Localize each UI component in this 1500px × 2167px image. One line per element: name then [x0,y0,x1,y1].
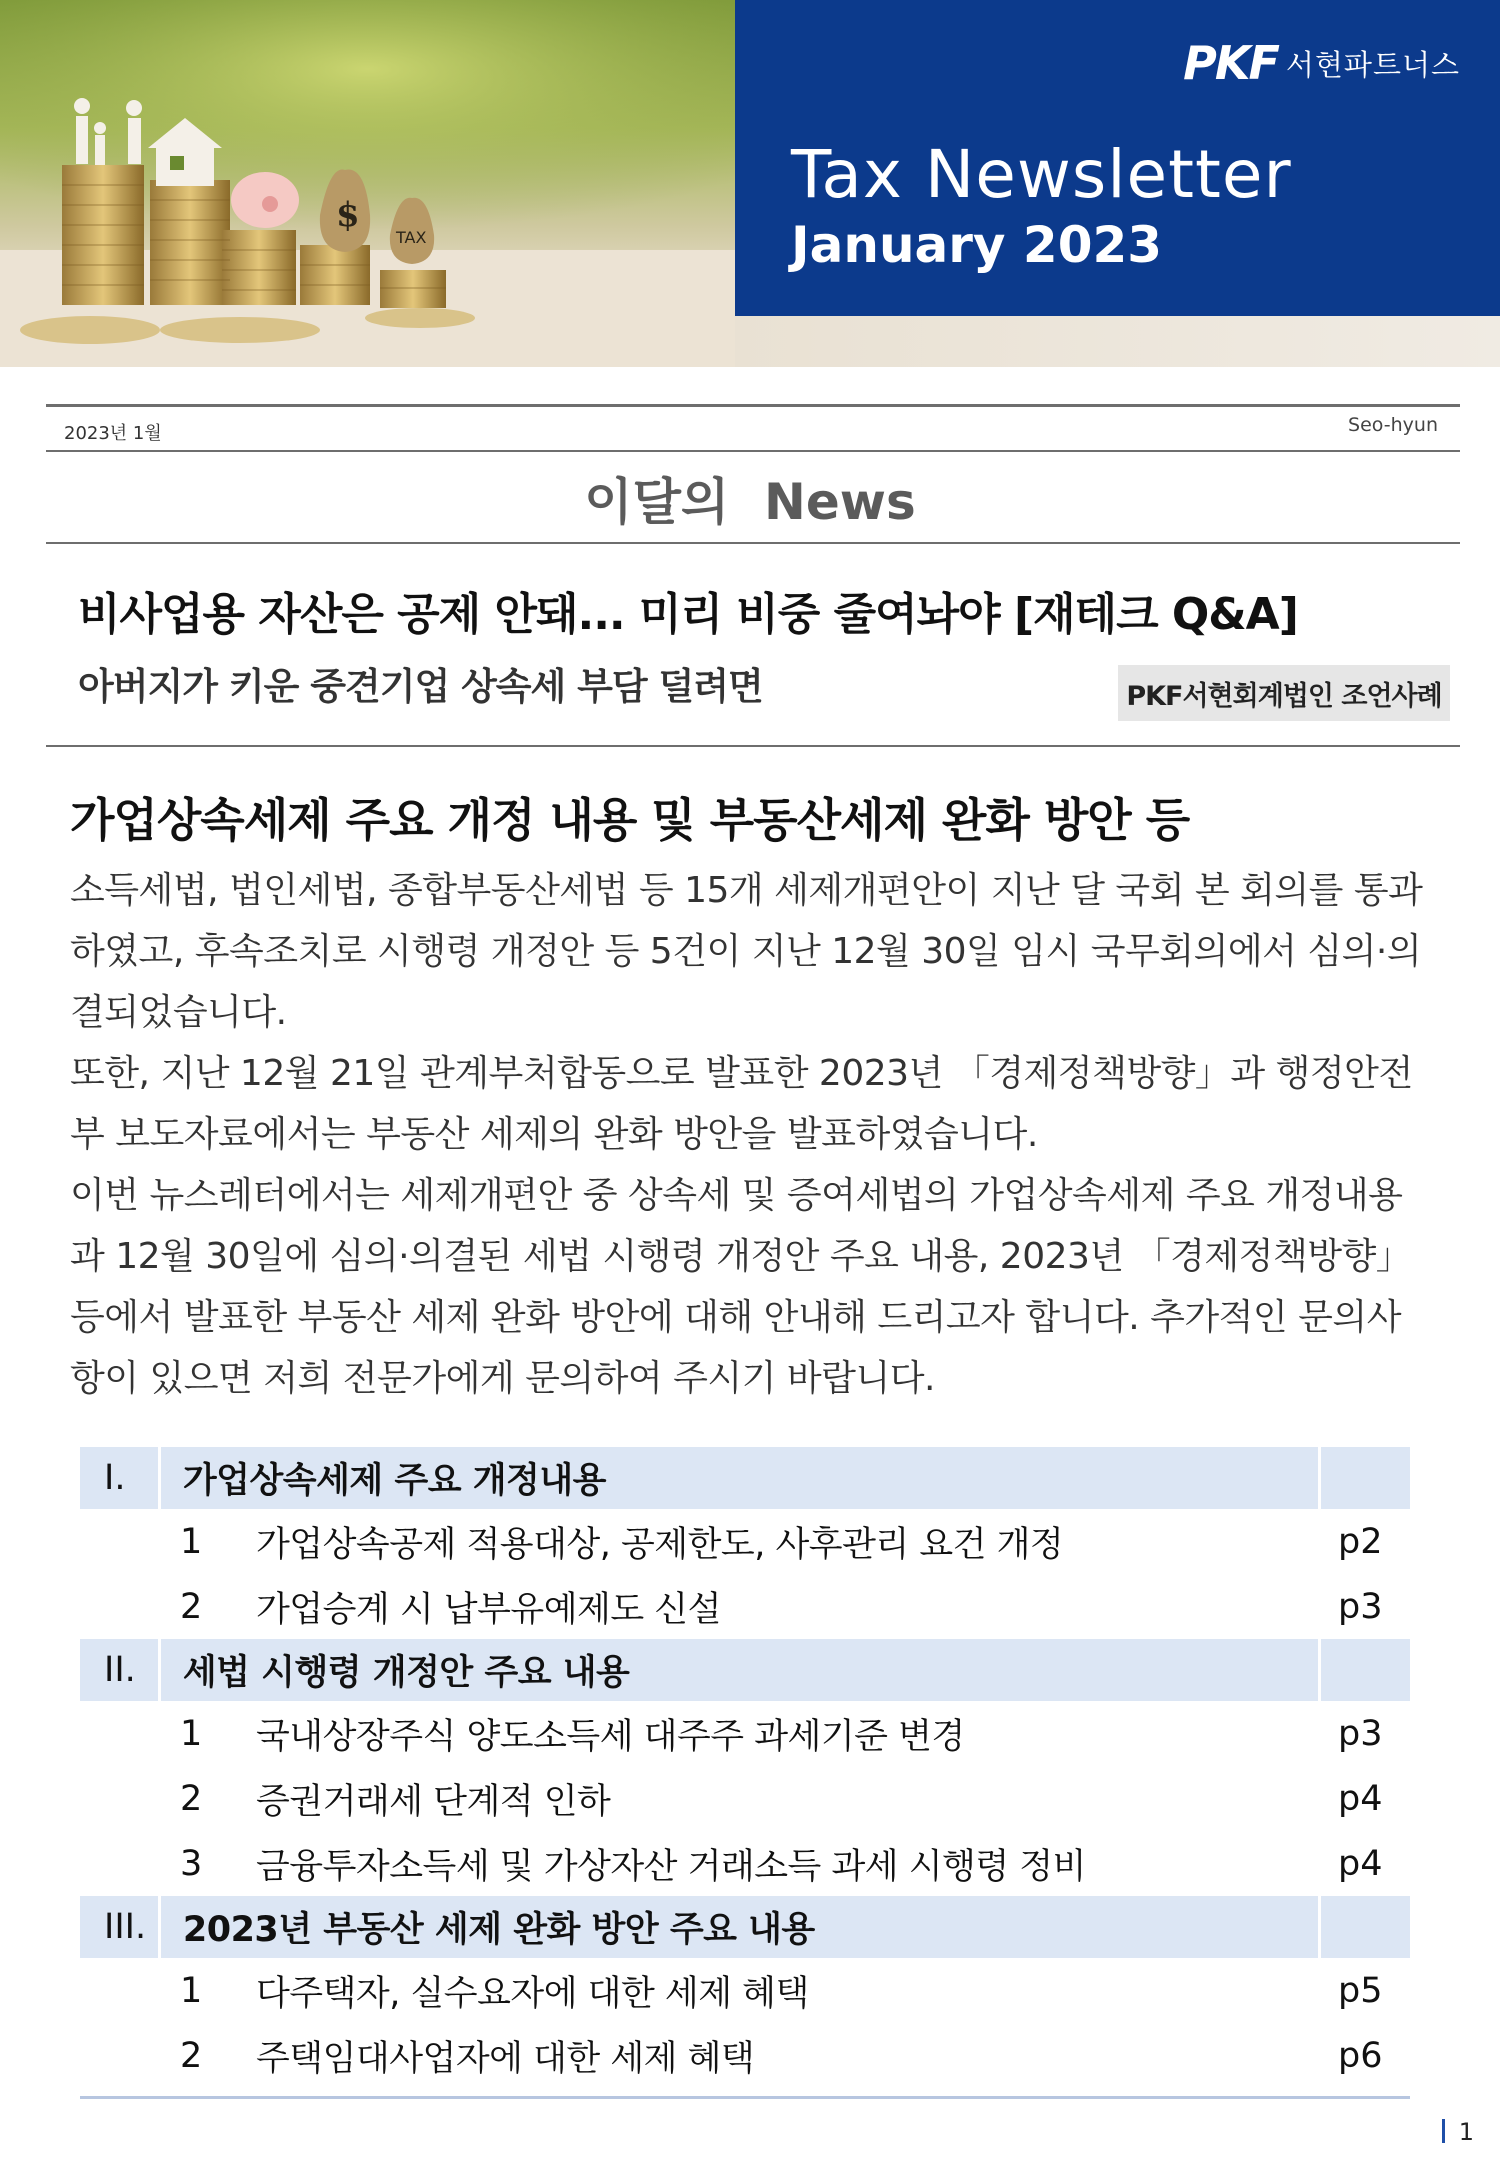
toc-item-number: 2 [180,1778,203,1819]
issue-date: 2023년 1월 [64,423,162,444]
page-number-value: 1 [1458,2118,1474,2146]
toc-item-title: 다주택자, 실수요자에 대한 세제 혜택 [256,1973,809,2014]
toc-item-page: p3 [1338,1713,1383,1754]
logo-mark: PKF [1183,36,1278,90]
section-title: 이달의 News [584,473,916,531]
toc-item[interactable] [80,1766,1410,1831]
toc-section-page-cell [1321,1447,1410,1509]
toc-item-number: 1 [180,1713,203,1754]
svg-text:TAX: TAX [396,228,427,247]
toc-item-number: 1 [180,1521,203,1562]
author: Seo-hyun [1348,414,1438,436]
toc-item-page: p6 [1338,2035,1383,2076]
toc-item-number: 3 [180,1843,203,1884]
toc-item[interactable] [80,1958,1410,2023]
feature-rule [46,745,1460,747]
toc-section-page-cell [1321,1896,1410,1958]
toc-item-title: 주택임대사업자에 대한 세제 혜택 [256,2038,755,2079]
toc-item[interactable] [80,1831,1410,1896]
footer-rule [80,2096,1410,2099]
header-title-panel [735,0,1500,316]
header-strip [735,316,1500,367]
toc-item-number: 1 [180,1970,203,2011]
toc-item-title: 금융투자소득세 및 가상자산 거래소득 과세 시행령 정비 [256,1846,1086,1887]
section-rule [46,542,1460,544]
toc-item-number: 2 [180,2035,203,2076]
toc-section-title: 가업상속세제 주요 개정내용 [161,1447,1318,1509]
toc-item-page: p2 [1338,1521,1383,1562]
newsletter-title: Tax Newsletter [791,136,1292,213]
toc-item[interactable] [80,1701,1410,1766]
toc-section-number: III. [80,1896,158,1958]
toc-section[interactable] [80,1896,1410,1958]
toc-section-page-cell [1321,1639,1410,1701]
page-number-bar [1442,2119,1445,2143]
table-of-contents [80,1447,1410,2088]
company-logo [1183,36,1460,90]
toc-item-title: 가업상속공제 적용대상, 공제한도, 사후관리 요건 개정 [256,1524,1064,1565]
feature-headline[interactable]: 비사업용 자산은 공제 안돼... 미리 비중 줄여놔야 [재테크 Q&A] [78,589,1298,640]
toc-item-page: p4 [1338,1843,1383,1884]
coins-and-house-illustration [0,0,735,367]
intro-paragraph: 또한, 지난 12월 21일 관계부처합동으로 발표한 2023년 「경제정책방향」과 행정안전부 보도자료에서는 부동산 세제의 완화 방안을 발표하였습니다. [70,1053,1413,1155]
toc-item-page: p3 [1338,1586,1383,1627]
toc-section-number: I. [80,1447,158,1509]
toc-item[interactable] [80,2023,1410,2088]
toc-item[interactable] [80,1509,1410,1574]
page-number [1442,2118,1474,2146]
logo-name: 서현파트너스 [1285,47,1460,82]
intro-title: 가업상속세제 주요 개정 내용 및 부동산세제 완화 방안 등 [70,793,1190,847]
meta-top-rule [46,404,1460,407]
toc-section[interactable] [80,1639,1410,1701]
toc-item-number: 2 [180,1586,203,1627]
meta-bottom-rule [46,450,1460,452]
newsletter-month: January 2023 [791,216,1163,274]
toc-section-number: II. [80,1639,158,1701]
feature-source-badge: PKF서현회계법인 조언사례 [1118,665,1450,721]
toc-item-title: 가업승계 시 납부유예제도 신설 [256,1589,721,1630]
feature-subheadline: 아버지가 키운 중견기업 상속세 부담 덜려면 [78,665,763,708]
toc-item-title: 국내상장주식 양도소득세 대주주 과세기준 변경 [256,1716,965,1757]
intro-paragraph: 소득세법, 법인세법, 종합부동산세법 등 15개 세제개편안이 지난 달 국회 본 회의를 통과하였고, 후속조치로 시행령 개정안 등 5건이 지난 12월 30일 임시 국무회의에서 심의·의결되었습니다. [70,870,1423,1033]
toc-item[interactable] [80,1574,1410,1639]
toc-section-title: 2023년 부동산 세제 완화 방안 주요 내용 [161,1896,1318,1958]
toc-section[interactable] [80,1447,1410,1509]
intro-paragraph: 이번 뉴스레터에서는 세제개편안 중 상속세 및 증여세법의 가업상속세제 주요 개정내용과 12월 30일에 심의·의결된 세법 시행령 개정안 주요 내용, 2023년 「경제정책방향」 등에서 발표한 부동산 세제 완화 방안에 대해 안내해 드리고자 합니다. 추가적인 문의사항이 있으면 저희 전문가에게 문의하여 주시기 바랍니다. [70,1175,1412,1399]
intro-body [70,860,1430,1409]
toc-item-page: p5 [1338,1970,1383,2011]
toc-section-title: 세법 시행령 개정안 주요 내용 [161,1639,1318,1701]
svg-text:$: $ [336,195,360,235]
header-photo [0,0,735,367]
toc-item-page: p4 [1338,1778,1383,1819]
toc-item-title: 증권거래세 단계적 인하 [256,1781,611,1822]
